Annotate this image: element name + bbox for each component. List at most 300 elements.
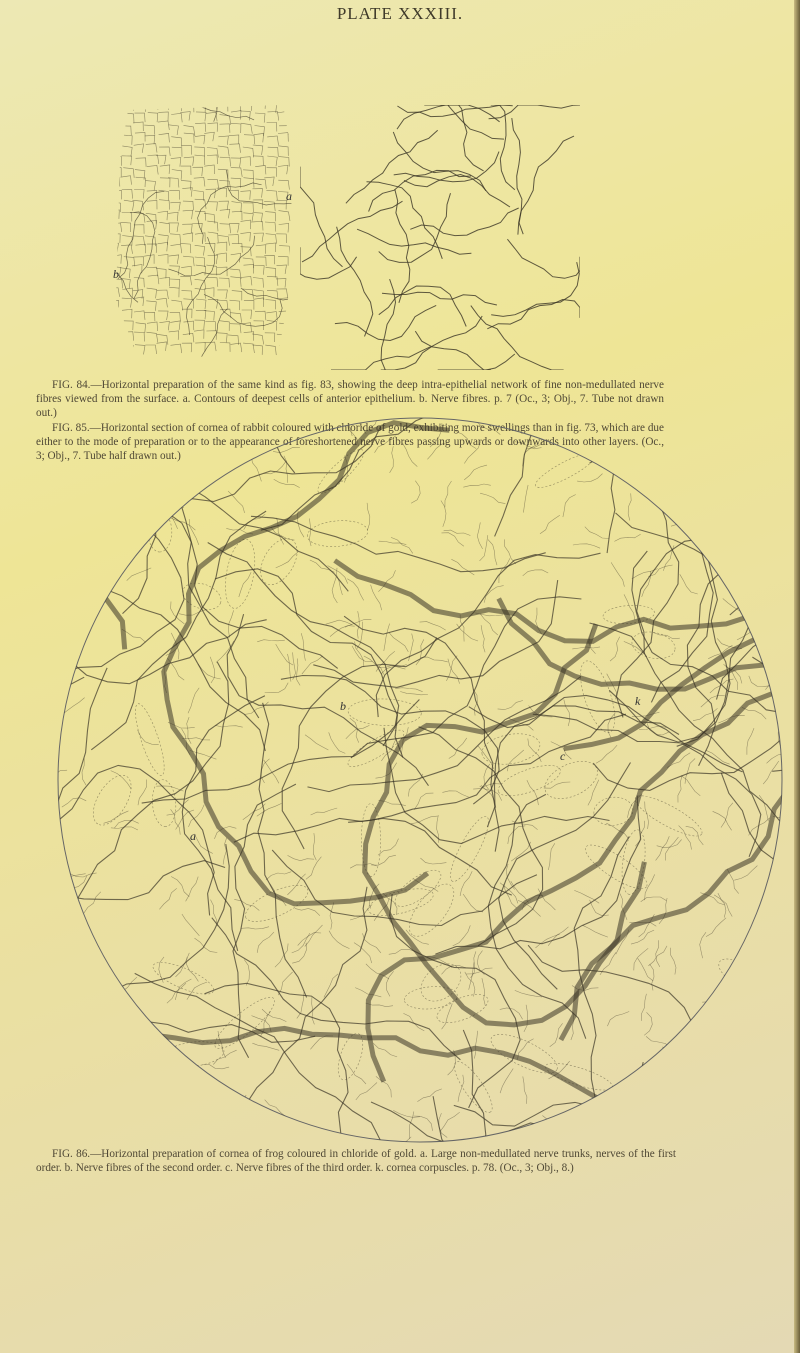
epithelial-cell-contour xyxy=(124,200,134,211)
nerve-fibre xyxy=(346,130,438,203)
nerve-fibre xyxy=(382,292,497,305)
fine-fibre xyxy=(170,424,179,450)
fine-fibre xyxy=(179,610,206,616)
epithelial-cell-contour xyxy=(110,134,120,144)
fine-fibre xyxy=(195,470,210,493)
fine-fibre xyxy=(198,664,221,679)
figure-85 xyxy=(300,105,580,370)
fine-fibre xyxy=(530,410,534,429)
fine-fibre xyxy=(85,491,96,513)
fine-fibre xyxy=(421,657,448,662)
epithelial-cell-contour xyxy=(123,332,134,341)
epithelial-cell-contour xyxy=(228,235,239,244)
fine-fibre xyxy=(186,877,199,902)
fine-fibre xyxy=(67,465,91,477)
fine-fibre xyxy=(451,559,474,575)
fine-fibre xyxy=(474,1031,477,1059)
fine-fibre xyxy=(500,1008,523,1019)
nerve-fibre xyxy=(59,503,185,674)
fine-fibre xyxy=(252,1043,279,1050)
epithelial-cell-contour xyxy=(147,101,158,110)
epithelial-cell-contour xyxy=(133,236,144,246)
epithelial-cell-contour xyxy=(171,244,182,253)
fine-fibre xyxy=(500,883,518,904)
fine-fibre xyxy=(384,624,390,651)
fine-fibre xyxy=(357,611,359,638)
fine-fibre xyxy=(330,903,334,930)
fine-fibre xyxy=(257,803,282,816)
epithelial-cell-contour xyxy=(279,246,290,256)
fine-fibre xyxy=(608,713,615,738)
fine-fibre xyxy=(632,712,660,716)
fine-fibre xyxy=(500,1069,513,1094)
epithelial-cell-contour xyxy=(265,212,276,222)
epithelial-cell-contour xyxy=(123,321,133,330)
nerve-fibre xyxy=(371,1102,659,1146)
fine-fibre xyxy=(650,964,654,990)
epithelial-cell-contour xyxy=(158,211,168,220)
epithelial-cell-contour xyxy=(267,168,277,177)
fine-fibre xyxy=(765,946,768,974)
fine-fibre xyxy=(298,933,321,946)
fine-fibre xyxy=(678,776,682,803)
epithelial-cell-contour xyxy=(169,125,179,135)
epithelial-cell-contour xyxy=(195,135,205,144)
fine-fibre xyxy=(171,877,189,897)
fine-fibre xyxy=(409,634,414,661)
fine-fibre xyxy=(288,855,315,860)
fine-fibre xyxy=(309,519,311,547)
fine-fibre xyxy=(624,641,647,656)
epithelial-cell-contour xyxy=(231,253,241,262)
epithelial-cell-contour xyxy=(194,330,204,339)
fine-fibre xyxy=(40,673,56,687)
epithelial-cell-contour xyxy=(159,277,169,286)
fine-fibre xyxy=(469,962,474,989)
fine-fibre xyxy=(60,1111,78,1132)
epithelial-cell-contour xyxy=(267,156,277,166)
fine-fibre xyxy=(326,620,353,625)
fine-fibre xyxy=(403,1013,424,1031)
fine-fibre xyxy=(723,599,744,617)
epithelial-cell-contour xyxy=(171,344,182,353)
fine-fibre xyxy=(310,560,335,572)
nerve-fibre xyxy=(651,429,713,703)
fine-fibre xyxy=(88,549,104,572)
epithelial-cell-contour xyxy=(124,257,135,267)
fine-fibre xyxy=(100,1029,114,1051)
epithelial-cell-contour xyxy=(255,311,266,320)
fine-fibre xyxy=(310,1036,333,1050)
epithelial-cell-contour xyxy=(207,202,217,211)
epithelial-cell-contour xyxy=(218,136,228,145)
epithelial-cell-contour xyxy=(265,333,275,342)
fine-fibre xyxy=(671,1077,686,1099)
fine-fibre xyxy=(350,904,372,920)
epithelial-cell-contour xyxy=(217,242,227,251)
epithelial-cell-contour xyxy=(170,321,180,330)
epithelial-cell-contour xyxy=(136,158,147,167)
fine-fibre xyxy=(287,874,305,895)
epithelial-cell-contour xyxy=(265,345,276,355)
fine-fibre xyxy=(73,942,93,961)
epithelial-cell-contour xyxy=(169,287,179,297)
fine-fibre xyxy=(215,725,243,727)
epithelial-cell-contour xyxy=(181,266,191,275)
fine-fibre xyxy=(464,465,487,480)
epithelial-cell-contour xyxy=(231,123,241,133)
epithelial-cell-contour xyxy=(168,212,178,221)
fine-fibre xyxy=(716,1055,726,1078)
epithelial-cell-contour xyxy=(278,133,288,142)
fine-fibre xyxy=(774,499,800,507)
fine-fibre xyxy=(784,769,800,786)
epithelial-cell-contour xyxy=(159,147,170,156)
epithelial-cell-contour xyxy=(244,265,254,274)
fine-fibre xyxy=(40,663,52,671)
fine-fibre xyxy=(671,524,698,528)
epithelial-cell-contour xyxy=(159,321,169,330)
fine-fibre xyxy=(700,932,706,958)
fine-fibre xyxy=(747,619,774,623)
epithelial-cell-contour xyxy=(144,125,155,135)
fine-fibre xyxy=(42,1079,53,1103)
epithelial-cell-contour xyxy=(195,233,205,242)
epithelial-cell-contour xyxy=(169,223,179,232)
fine-fibre xyxy=(162,1084,183,1102)
epithelial-cell-contour xyxy=(231,111,241,120)
epithelial-cell-contour xyxy=(134,225,144,234)
fine-fibre xyxy=(630,1082,657,1086)
fine-fibre xyxy=(295,908,320,915)
epithelial-cell-contour xyxy=(134,311,145,320)
fine-fibre xyxy=(767,523,788,541)
nerve-fibre xyxy=(574,1062,644,1150)
fine-fibre xyxy=(65,876,87,889)
epithelial-cell-contour xyxy=(208,123,218,132)
fine-fibre xyxy=(584,434,608,447)
fine-fibre xyxy=(120,1091,145,1104)
epithelial-cell-contour xyxy=(266,190,277,200)
fine-fibre xyxy=(356,1083,377,1101)
fine-fibre xyxy=(773,644,789,666)
epithelial-cell-contour xyxy=(196,310,206,319)
epithelial-cell-contour xyxy=(229,135,239,144)
fine-fibre xyxy=(276,552,298,568)
epithelial-cell-contour xyxy=(218,235,229,245)
fine-fibre xyxy=(588,780,599,806)
fine-fibre xyxy=(770,603,795,614)
fine-fibre xyxy=(507,750,523,771)
fine-fibre xyxy=(573,544,600,548)
fine-fibre xyxy=(663,1047,677,1071)
epithelial-cell-contour xyxy=(147,166,158,175)
epithelial-cell-contour xyxy=(195,155,205,165)
epithelial-cell-contour xyxy=(183,256,194,266)
fine-fibre xyxy=(550,1023,563,1047)
epithelial-cell-contour xyxy=(276,234,286,243)
nerve-fibre xyxy=(637,415,790,654)
fine-fibre xyxy=(301,633,305,661)
epithelial-cell-contour xyxy=(243,203,253,212)
epithelial-cell-contour xyxy=(253,298,263,307)
fine-fibre xyxy=(523,1076,527,1103)
epithelial-cell-contour xyxy=(158,255,168,264)
epithelial-cell-contour xyxy=(184,125,195,135)
fine-fibre xyxy=(498,701,523,710)
epithelial-cell-contour xyxy=(207,155,218,164)
epithelial-cell-contour xyxy=(277,265,287,274)
epithelial-cell-contour xyxy=(135,133,145,142)
nerve-fibre xyxy=(512,118,523,234)
fine-fibre xyxy=(133,438,160,442)
nerve-trunk xyxy=(164,423,450,904)
fine-fibre xyxy=(49,1016,65,1036)
epithelial-cell-contour xyxy=(196,299,206,309)
epithelial-cell-contour xyxy=(195,245,205,255)
fine-fibre xyxy=(342,410,353,436)
fine-fibre xyxy=(293,652,296,679)
fine-fibre xyxy=(400,692,428,695)
fine-fibre xyxy=(723,504,731,531)
epithelial-cell-contour xyxy=(184,133,194,143)
nerve-fibre xyxy=(454,1102,735,1150)
fine-fibre xyxy=(577,474,602,482)
fine-fibre xyxy=(771,588,792,606)
nerve-trunk xyxy=(40,488,193,1053)
nerve-trunk xyxy=(40,553,125,913)
nerve-fibre xyxy=(772,631,800,771)
nerve-fibre xyxy=(335,305,436,340)
fine-fibre xyxy=(540,515,560,534)
fine-fibre xyxy=(646,1036,671,1047)
fine-fibre xyxy=(371,855,396,865)
fine-fibre xyxy=(681,776,700,796)
epithelial-cell-contour xyxy=(108,103,118,112)
fine-fibre xyxy=(150,507,167,529)
nerve-fibre xyxy=(397,105,500,129)
nerve-fibre xyxy=(487,300,580,329)
epithelial-cell-contour xyxy=(122,190,133,199)
cornea-corpuscle xyxy=(306,518,369,549)
fine-fibre xyxy=(234,899,259,910)
nerve-fibre xyxy=(156,100,254,120)
epithelial-cell-contour xyxy=(208,232,219,242)
epithelial-cell-contour xyxy=(135,113,146,122)
epithelial-cell-contour xyxy=(240,191,250,200)
fig84-caption-text: —Horizontal preparation of the same kind as fig. 83, showing the deep intra-epithelial network of fine non-medullated nerve fibres viewed from the surface. a. Contours of deepest cells of anterior epithelium. b. Nerve fibres. p. 7 (Oc., 3; Obj., 7. Tube not drawn out.) xyxy=(36,379,664,419)
fine-fibre xyxy=(574,890,599,903)
epithelial-cell-contour xyxy=(255,165,266,174)
epithelial-cell-contour xyxy=(265,300,275,310)
epithelial-cell-contour xyxy=(192,223,202,232)
fine-fibre xyxy=(743,428,767,441)
epithelial-cell-contour xyxy=(145,345,156,354)
epithelial-cell-contour xyxy=(146,301,156,311)
nerve-fibre xyxy=(721,773,800,912)
fine-fibre xyxy=(137,1119,140,1147)
fine-fibre xyxy=(706,918,726,937)
epithelial-cell-contour xyxy=(217,290,227,299)
epithelial-cell-contour xyxy=(121,222,131,232)
epithelial-cell-contour xyxy=(124,113,134,123)
epithelial-cell-contour xyxy=(109,300,119,309)
nerve-fibre xyxy=(523,410,785,509)
epithelial-cell-contour xyxy=(111,223,122,232)
fine-fibre xyxy=(210,657,215,683)
fine-fibre xyxy=(278,972,292,995)
epithelial-cell-contour xyxy=(195,123,206,132)
fine-fibre xyxy=(417,1089,441,1102)
epithelial-cell-contour xyxy=(170,279,180,288)
fine-fibre xyxy=(211,900,218,927)
fine-fibre xyxy=(104,811,129,823)
nerve-fibre xyxy=(491,262,579,316)
fine-fibre xyxy=(188,688,199,713)
epithelial-cell-contour xyxy=(278,165,288,174)
fine-fibre xyxy=(774,1036,795,1052)
epithelial-cell-contour xyxy=(216,253,226,262)
fine-fibre xyxy=(773,817,795,832)
nerve-fibre xyxy=(47,944,224,1103)
fine-fibre xyxy=(311,808,338,815)
epithelial-cell-contour xyxy=(243,343,254,353)
epithelial-cell-contour xyxy=(220,224,231,234)
epithelial-cell-contour xyxy=(132,265,142,274)
epithelial-cell-contour xyxy=(241,220,251,229)
epithelial-cell-contour xyxy=(253,156,263,165)
epithelial-cell-contour xyxy=(208,255,218,264)
fine-fibre xyxy=(464,441,480,463)
epithelial-cell-contour xyxy=(266,243,276,252)
epithelial-cell-contour xyxy=(243,258,254,268)
nerve-fibre xyxy=(40,968,77,1093)
fine-fibre xyxy=(157,504,184,507)
fine-fibre xyxy=(350,718,359,742)
fine-fibre xyxy=(223,838,227,865)
epithelial-cell-contour xyxy=(218,146,229,156)
epithelial-cell-contour xyxy=(231,158,241,167)
nerve-fibre xyxy=(308,676,581,791)
fine-fibre xyxy=(84,892,101,913)
fine-fibre xyxy=(116,977,137,996)
epithelial-cell-contour xyxy=(219,278,230,287)
epithelial-cell-contour xyxy=(169,266,179,275)
epithelial-cell-contour xyxy=(207,148,219,158)
epithelial-cell-contour xyxy=(108,288,120,297)
fine-fibre xyxy=(138,730,159,745)
epithelial-cell-contour xyxy=(183,210,193,219)
epithelial-cell-contour xyxy=(255,113,265,123)
epithelial-cell-contour xyxy=(240,111,250,120)
fine-fibre xyxy=(40,851,54,863)
epithelial-cell-contour xyxy=(146,332,157,342)
fine-fibre xyxy=(736,965,742,991)
fine-fibre xyxy=(747,728,754,755)
fine-fibre xyxy=(499,410,526,413)
nerve-fibre xyxy=(284,315,298,365)
nerve-fibre xyxy=(40,534,110,597)
nerve-fibre xyxy=(123,410,176,614)
figure-84 xyxy=(108,100,298,365)
fine-fibre xyxy=(266,872,291,880)
fine-fibre xyxy=(81,484,108,489)
epithelial-cell-contour xyxy=(109,144,119,153)
fine-fibre xyxy=(715,521,742,526)
fine-fibre xyxy=(762,952,764,980)
epithelial-cell-contour xyxy=(229,144,240,153)
fine-fibre xyxy=(775,504,787,529)
epithelial-cell-contour xyxy=(135,345,145,355)
epithelial-cell-contour xyxy=(123,102,134,111)
epithelial-cell-contour xyxy=(220,157,231,166)
fine-fibre xyxy=(138,507,150,531)
epithelial-cell-contour xyxy=(121,126,132,135)
fine-fibre xyxy=(480,535,488,561)
fine-fibre xyxy=(159,888,176,909)
cornea-corpuscle xyxy=(714,953,759,991)
fine-fibre xyxy=(168,483,170,511)
nerve-fibre xyxy=(404,175,510,208)
epithelial-cell-contour xyxy=(252,334,264,345)
nerve-fibre xyxy=(40,662,84,708)
fine-fibre xyxy=(482,978,485,1006)
nerve-fibre xyxy=(746,438,800,731)
fig85-caption-head: FIG. 85. xyxy=(52,422,90,434)
epithelial-cell-contour xyxy=(242,310,252,319)
fine-fibre xyxy=(671,948,677,975)
epithelial-cell-contour xyxy=(147,200,157,209)
epithelial-cell-contour xyxy=(232,244,242,253)
epithelial-cell-contour xyxy=(169,255,179,264)
epithelial-cell-contour xyxy=(254,266,264,275)
fine-fibre xyxy=(88,1043,108,1059)
epithelial-cell-contour xyxy=(253,189,263,198)
fine-fibre xyxy=(614,534,640,541)
epithelial-cell-contour xyxy=(133,122,143,131)
fine-fibre xyxy=(680,574,698,594)
fine-fibre xyxy=(78,1076,82,1103)
fine-fibre xyxy=(413,1116,432,1131)
epithelial-cell-contour xyxy=(232,211,242,220)
epithelial-cell-contour xyxy=(217,300,228,310)
fine-fibre xyxy=(200,1114,209,1140)
nerve-fibre xyxy=(40,610,51,697)
cornea-corpuscle xyxy=(444,812,495,885)
fine-fibre xyxy=(257,932,274,953)
epithelial-cell-contour xyxy=(217,333,227,343)
epithelial-cell-contour xyxy=(182,291,193,300)
epithelial-cell-contour xyxy=(241,123,253,134)
fine-fibre xyxy=(213,1050,236,1064)
fine-fibre xyxy=(644,1012,652,1035)
fine-fibre xyxy=(504,410,516,417)
epithelial-cell-contour xyxy=(206,331,216,340)
cornea-corpuscle xyxy=(253,532,304,591)
fine-fibre xyxy=(656,836,670,860)
fine-fibre xyxy=(713,811,732,830)
epithelial-cell-contour xyxy=(279,224,289,233)
fine-fibre xyxy=(583,925,608,937)
fine-fibre xyxy=(442,791,468,797)
fine-fibre xyxy=(202,1065,229,1069)
fine-fibre xyxy=(77,1074,82,1101)
nerve-fibre xyxy=(435,796,640,955)
epithelial-cell-contour xyxy=(254,133,264,142)
nerve-fibre xyxy=(40,1117,141,1150)
epithelial-cell-contour xyxy=(205,322,215,331)
epithelial-cell-contour xyxy=(171,300,182,310)
